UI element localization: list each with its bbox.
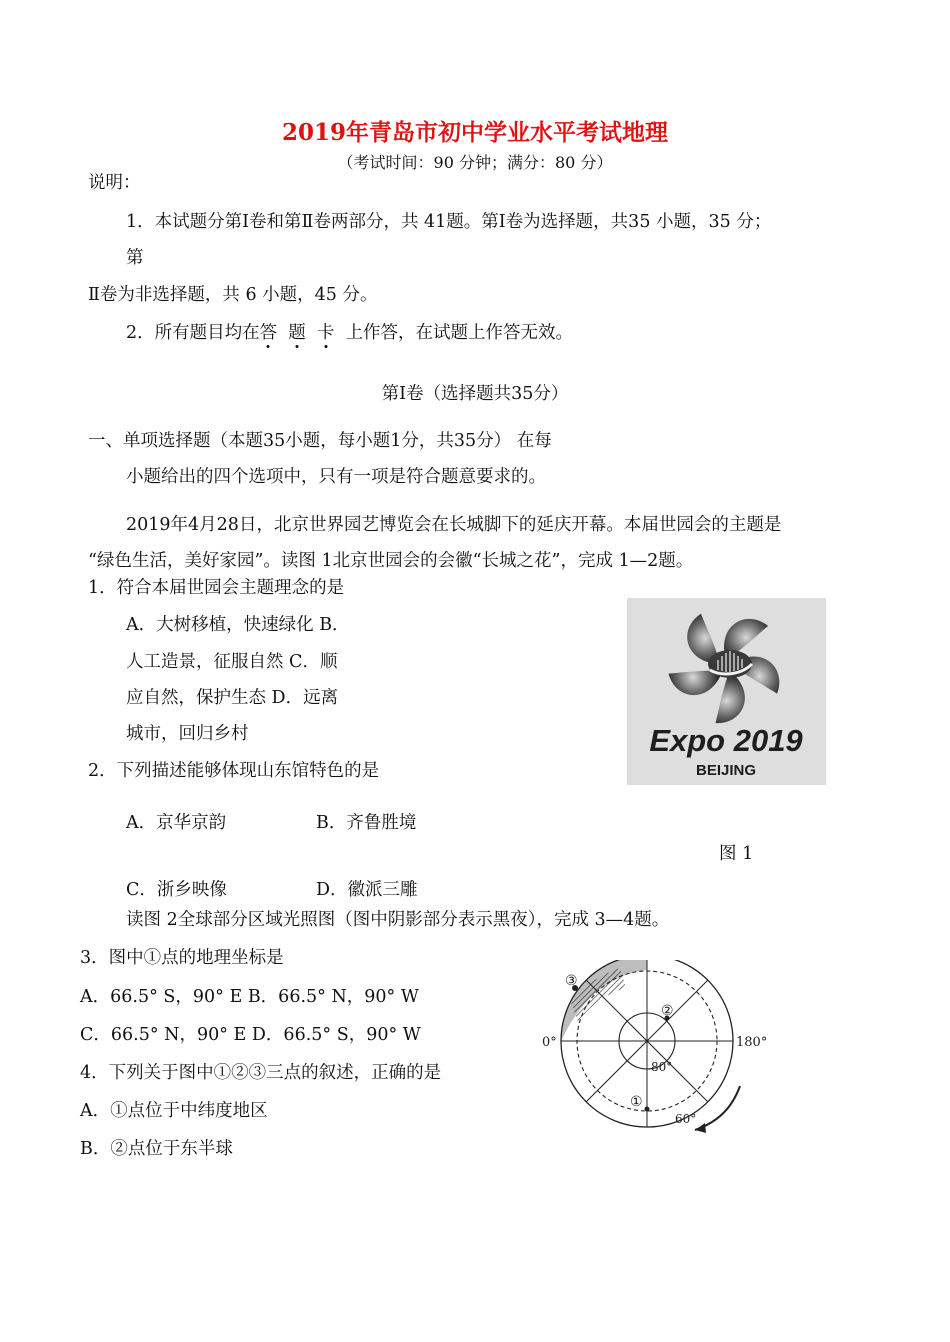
passage-1-line-1: 2019年4月28日，北京世界园艺博览会在长城脚下的延庆开幕。本届世园会的主题是 <box>126 515 782 535</box>
longitude-180-label: 180° <box>736 1035 768 1050</box>
exam-title: 2019年青岛市初中学业水平考试地理 <box>281 119 668 146</box>
latitude-60-label: 60° <box>675 1112 697 1126</box>
part-1-line-2: 小题给出的四个选项中，只有一项是符合题意要求的。 <box>126 467 546 487</box>
latitude-80-label: 80° <box>651 1060 673 1074</box>
question-1-options-line-3: 应自然，保护生态 D．远离 <box>126 688 339 708</box>
question-2-option-c: C．浙乡映像 <box>126 880 227 900</box>
emphasis-char-1: 答 <box>259 323 278 343</box>
logo-wordmark: Expo 2019 <box>649 723 803 758</box>
point-1-label: ① <box>630 1094 643 1110</box>
instruction-2 <box>126 322 573 344</box>
question-2-stem: 2．下列描述能够体现山东馆特色的是 <box>88 761 380 781</box>
instruction-1-line-3: Ⅱ卷为非选择题，共 6 小题，45 分。 <box>88 285 378 305</box>
question-1-options-line-2: 人工造景，征服自然 C．顺 <box>126 652 338 672</box>
point-3-label: ③ <box>565 973 578 989</box>
instruction-2-pre: 2．所有题目均在 <box>126 323 260 343</box>
emphasis-char-2: 题 <box>288 323 306 343</box>
logo-city: BEIJING <box>695 762 757 779</box>
question-3-stem: 3．图中①点的地理坐标是 <box>80 948 284 968</box>
figure-1-caption: 图 1 <box>719 844 754 864</box>
question-1-options-line-1: A．大树移植，快速绿化 B． <box>126 615 350 635</box>
exam-subtitle: （考试时间：90 分钟；满分：80 分） <box>337 153 613 172</box>
passage-2-line-1: 读图 2全球部分区域光照图（图中阴影部分表示黑夜），完成 3—4题。 <box>126 910 670 930</box>
question-3-options-line-1: A．66.5° S，90° E B．66.5° N，90° W <box>80 987 419 1007</box>
question-2-option-d: D．徽派三雕 <box>316 880 418 900</box>
question-4-stem: 4．下列关于图中①②③三点的叙述，正确的是 <box>80 1063 442 1083</box>
question-3-options-line-2: C．66.5° N，90° E D．66.5° S，90° W <box>80 1025 421 1045</box>
passage-1-line-2: “绿色生活，美好家园”。读图 1北京世园会的会徽“长城之花”，完成 1—2题。 <box>88 551 694 571</box>
rotation-arrow-icon <box>695 1086 740 1133</box>
part-1-line-1: 一、单项选择题（本题35小题，每小题1分，共35分） 在每 <box>88 431 552 451</box>
longitude-0-label: 0° <box>542 1035 557 1050</box>
instructions-label: 说明： <box>88 173 141 193</box>
instruction-1-line-2: 第 <box>126 248 144 268</box>
expo-2019-logo <box>627 598 826 785</box>
polar-illumination-map <box>530 960 780 1135</box>
question-1-options-line-4: 城市，回归乡村 <box>126 724 249 744</box>
instruction-2-post: 上作答，在试题上作答无效。 <box>345 323 574 343</box>
question-4-option-b: B．②点位于东半球 <box>80 1139 233 1159</box>
question-2-option-a: A．京华京韵 <box>126 813 227 833</box>
question-2-option-b: B．齐鲁胜境 <box>316 813 417 833</box>
instruction-1-line-1: 1．本试题分第Ⅰ卷和第Ⅱ卷两部分，共 41题。第Ⅰ卷为选择题，共35 小题，35 分； <box>126 212 772 232</box>
point-1-marker <box>645 1107 650 1112</box>
question-1-stem: 1．符合本届世园会主题理念的是 <box>88 578 345 598</box>
section-1-heading: 第Ⅰ卷（选择题共35分） <box>381 384 569 404</box>
emphasis-char-3: 卡 <box>316 323 335 343</box>
question-4-option-a: A．①点位于中纬度地区 <box>80 1101 268 1121</box>
point-2-label: ② <box>661 1003 674 1019</box>
